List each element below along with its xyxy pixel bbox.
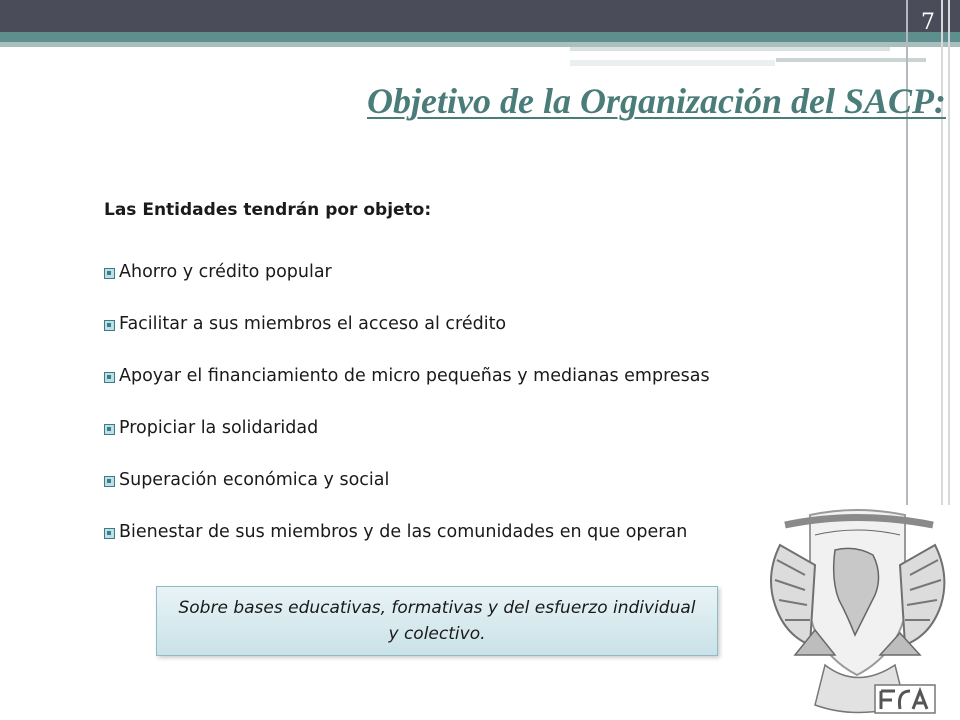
- callout-text: Sobre bases educativas, formativas y del esfuerzo individual y colectivo.: [178, 598, 696, 644]
- list-item: [104, 298, 710, 350]
- list-item: [104, 246, 710, 298]
- list-item: [104, 454, 710, 506]
- list-item-text: Bienestar de sus miembros y de las comunidades en que operan: [119, 522, 688, 542]
- list-item: [104, 350, 710, 402]
- top-banner: [0, 0, 960, 32]
- callout-box: [156, 586, 718, 656]
- list-item-text: Superación económica y social: [119, 470, 390, 490]
- list-item-text: Facilitar a sus miembros el acceso al crédito: [119, 314, 507, 334]
- checkbox-bullet-icon: [104, 424, 115, 435]
- decorative-line: [570, 60, 775, 66]
- checkbox-bullet-icon: [104, 268, 115, 279]
- list-item: [104, 506, 710, 558]
- slide-number: 7: [921, 10, 935, 35]
- list-item-text: Apoyar el financiamiento de micro pequeñas y medianas empresas: [119, 366, 710, 386]
- intro-text: Las Entidades tendrán por objeto:: [104, 200, 432, 220]
- checkbox-bullet-icon: [104, 320, 115, 331]
- list-item: [104, 402, 710, 454]
- objectives-list: [104, 246, 710, 558]
- checkbox-bullet-icon: [104, 372, 115, 383]
- decorative-line: [776, 58, 926, 62]
- checkbox-bullet-icon: [104, 476, 115, 487]
- slide-title: Objetivo de la Organización del SACP:: [367, 81, 946, 121]
- list-item-text: Ahorro y crédito popular: [119, 262, 332, 282]
- accent-stripe: [0, 32, 960, 42]
- decorative-line: [570, 47, 890, 51]
- unam-seal-logo: [755, 505, 960, 720]
- list-item-text: Propiciar la solidaridad: [119, 418, 319, 438]
- checkbox-bullet-icon: [104, 528, 115, 539]
